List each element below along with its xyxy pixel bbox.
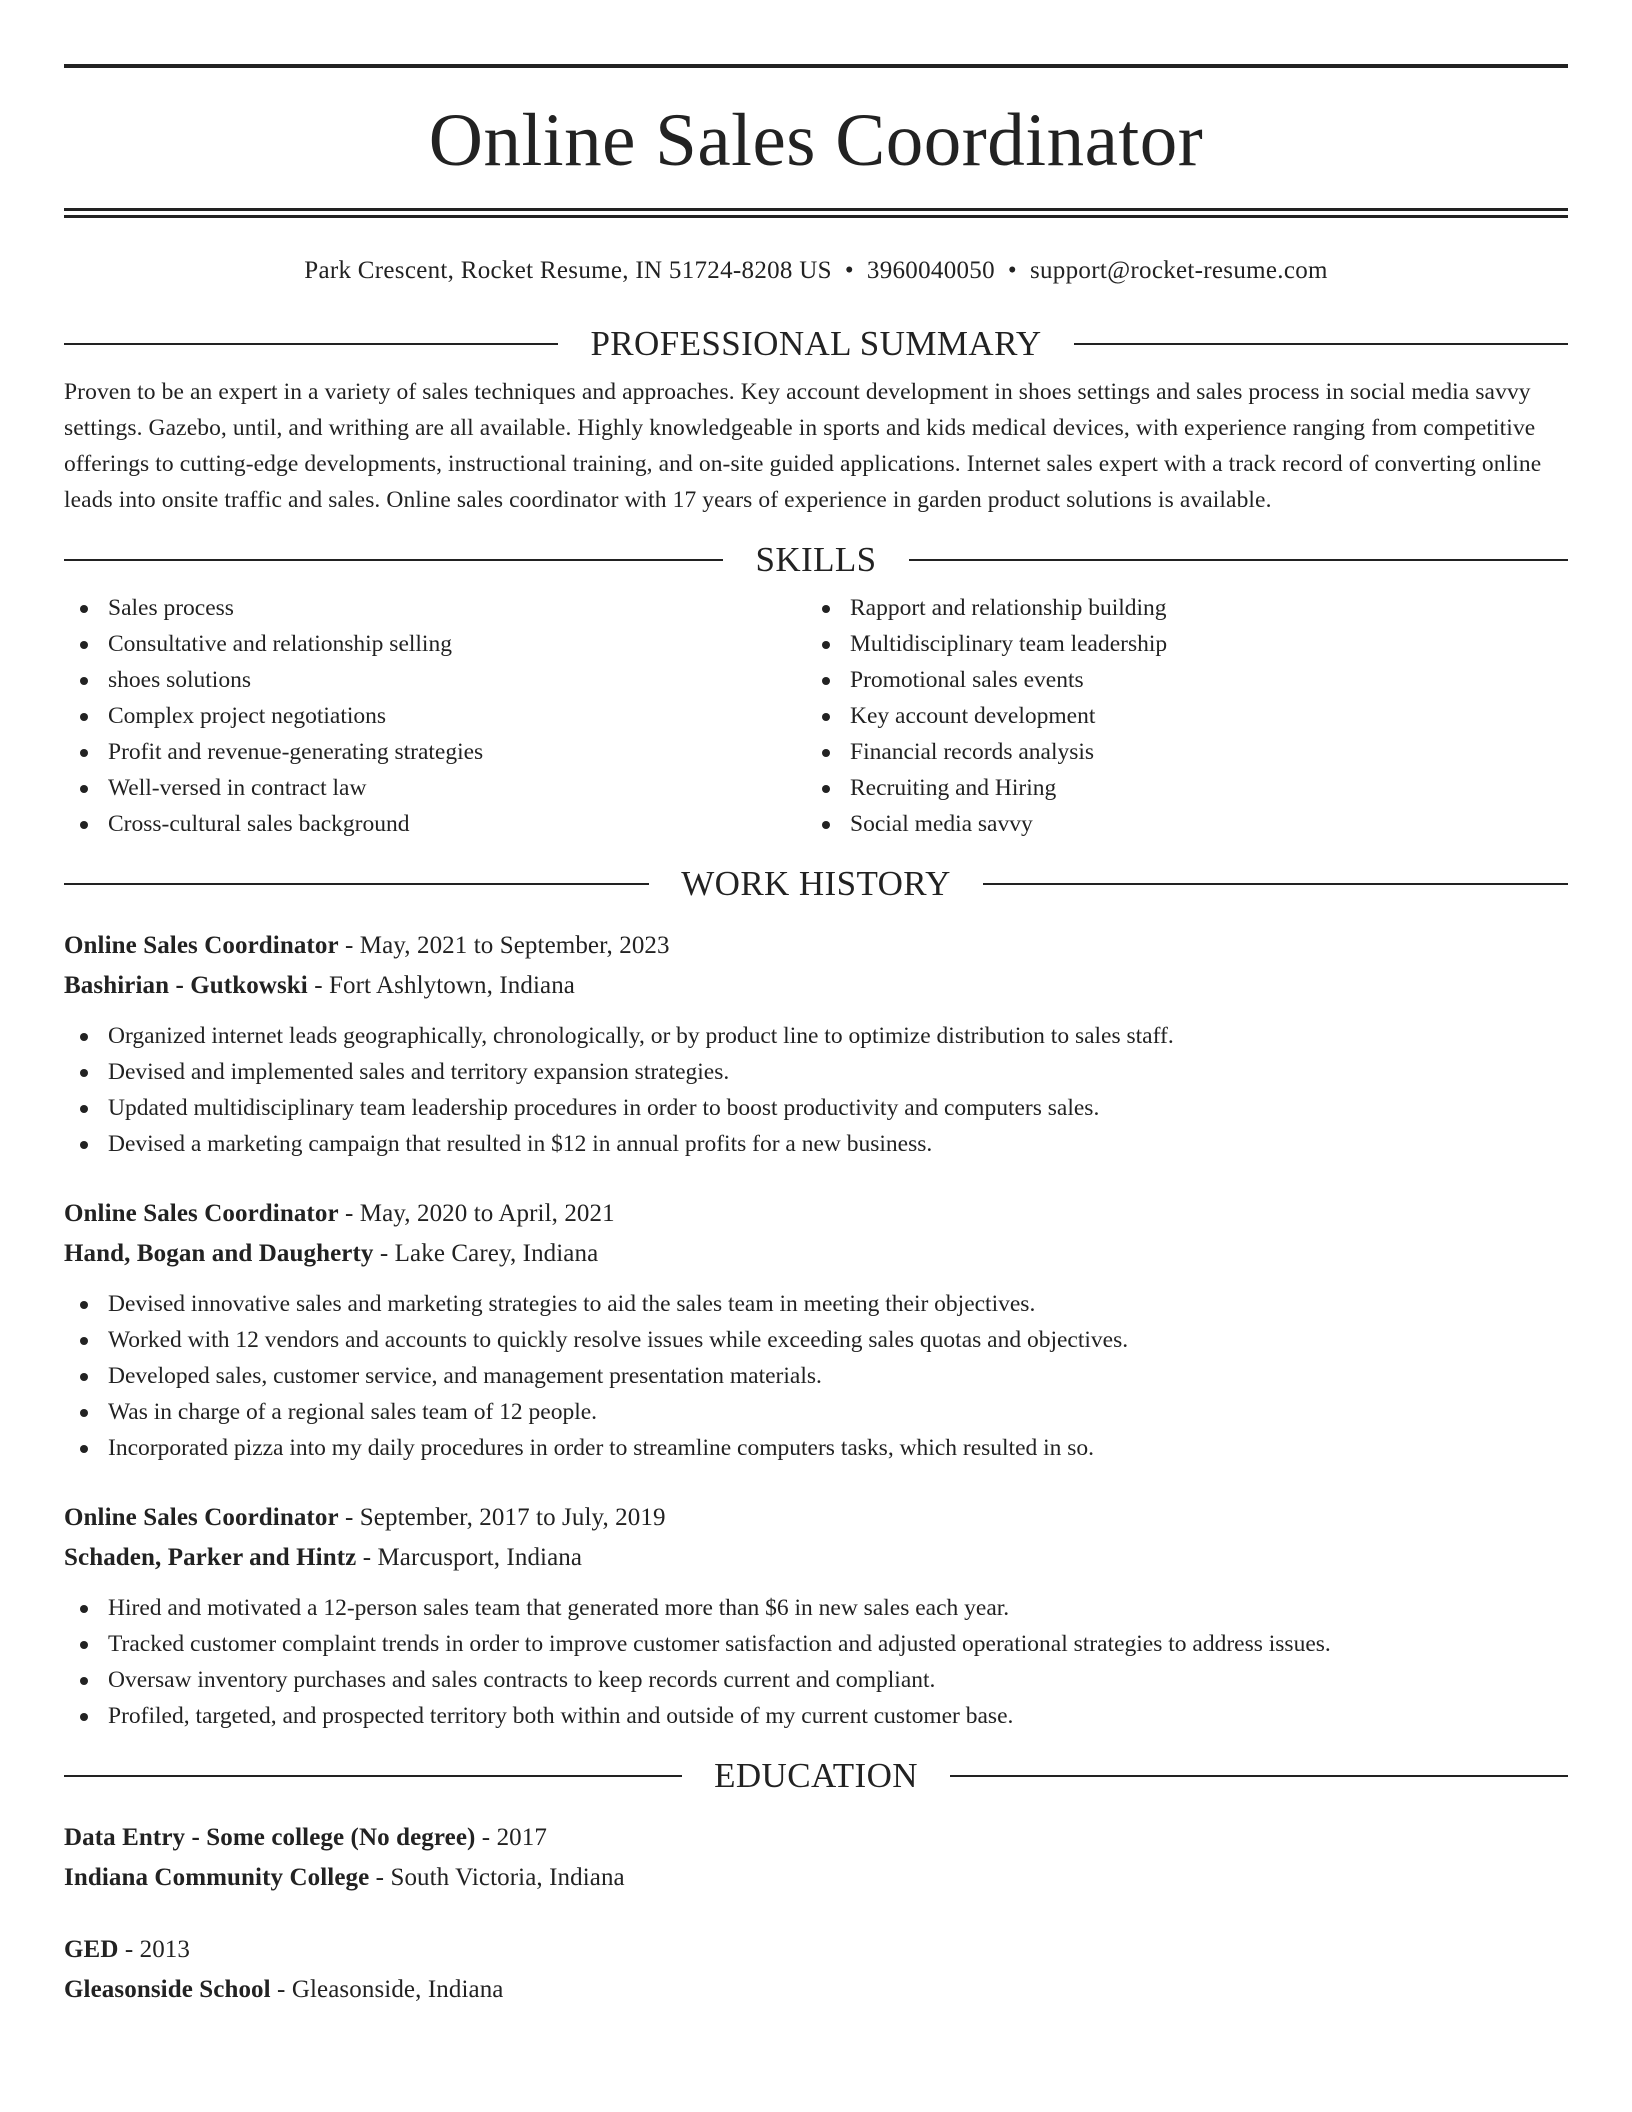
job-title-line [64, 1498, 1568, 1538]
job-dates: - May, 2021 to September, 2023 [338, 932, 670, 959]
job-dates: - September, 2017 to July, 2019 [338, 1504, 666, 1531]
section-title-summary: PROFESSIONAL SUMMARY [590, 324, 1042, 363]
contact-phone: 3960040050 [866, 257, 995, 284]
summary-text: Proven to be an expert in a variety of sales techniques and approaches. Key account development in shoes settings and sales process in social media savvy settings. Gazebo, until, and writhing are all available. Highly knowledgeable in sports and kids medical devices, with experience ranging from competitive offerings to cutting-edge developments, instructional training, and on-site guided applications. Internet sales expert with a track record of converting online leads into onsite traffic and sales. Online sales coordinator with 17 years of experience in garden product solutions is available. [64, 379, 1542, 513]
section-divider [64, 1775, 682, 1777]
job-bullets [64, 1018, 1568, 1162]
education-location: - South Victoria, Indiana [369, 1864, 625, 1891]
job-title: Online Sales Coordinator [64, 1200, 339, 1227]
education-entry [64, 1818, 1568, 1898]
skill-item: Rapport and relationship building [806, 590, 1548, 626]
job-bullets [64, 1590, 1568, 1734]
skill-item: Profit and revenue-generating strategies [64, 734, 806, 770]
job-location: - Lake Carey, Indiana [373, 1240, 599, 1267]
education-school: Gleasonside School [64, 1976, 271, 2003]
education-year: - 2013 [118, 1936, 191, 1963]
skill-item: Cross-cultural sales background [64, 806, 806, 842]
job-company: Bashirian - Gutkowski [64, 972, 308, 999]
skill-item: Recruiting and Hiring [806, 770, 1548, 806]
section-header-education [64, 1756, 1568, 1796]
skill-item: Financial records analysis [806, 734, 1548, 770]
job-company: Schaden, Parker and Hintz [64, 1544, 357, 1571]
job-bullets [64, 1286, 1568, 1466]
job-dates: - May, 2020 to April, 2021 [338, 1200, 615, 1227]
education-year: - 2017 [475, 1824, 547, 1851]
section-divider [1074, 343, 1568, 345]
education-school: Indiana Community College [64, 1864, 370, 1891]
job-bullet: Hired and motivated a 12-person sales team that generated more than $6 in new sales each year. [64, 1590, 1568, 1626]
contact-email: support@rocket-resume.com [1029, 257, 1328, 284]
skills-list-left [64, 590, 806, 842]
job-bullet: Profiled, targeted, and prospected territory both within and outside of my current customer base. [64, 1698, 1568, 1734]
job-bullet: Was in charge of a regional sales team of 12 people. [64, 1394, 1568, 1430]
section-divider [950, 1775, 1568, 1777]
contact-line [64, 254, 1568, 288]
education-school-line [64, 1858, 1568, 1898]
skill-item: Complex project negotiations [64, 698, 806, 734]
job-location: - Marcusport, Indiana [356, 1544, 583, 1571]
contact-address: Park Crescent, Rocket Resume, IN 51724-8208 US [304, 257, 832, 284]
section-divider [909, 559, 1568, 561]
job-bullet: Organized internet leads geographically, chronologically, or by product line to optimize distribution to sales staff. [64, 1018, 1568, 1054]
job-bullet: Devised a marketing campaign that resulted in $12 in annual profits for a new business. [64, 1126, 1568, 1162]
job-title-line [64, 1194, 1568, 1234]
skill-item: Key account development [806, 698, 1548, 734]
skill-item: Consultative and relationship selling [64, 626, 806, 662]
skill-item: Social media savvy [806, 806, 1548, 842]
job-bullet: Developed sales, customer service, and management presentation materials. [64, 1358, 1568, 1394]
section-divider [64, 343, 558, 345]
job-company-line [64, 1538, 1568, 1578]
section-header-skills [64, 540, 1568, 580]
title-double-rule [64, 208, 1568, 218]
job-location: - Fort Ashlytown, Indiana [307, 972, 576, 999]
job-company-line [64, 966, 1568, 1006]
job-entry [64, 1194, 1568, 1466]
education-degree-line [64, 1930, 1568, 1970]
skill-item: Well-versed in contract law [64, 770, 806, 806]
top-rule [64, 64, 1568, 68]
education-entry [64, 1930, 1568, 2010]
education-degree: Data Entry - Some college (No degree) [64, 1824, 476, 1851]
job-bullet: Devised innovative sales and marketing strategies to aid the sales team in meeting their objectives. [64, 1286, 1568, 1322]
job-bullet: Worked with 12 vendors and accounts to quickly resolve issues while exceeding sales quotas and objectives. [64, 1322, 1568, 1358]
job-bullet: Oversaw inventory purchases and sales contracts to keep records current and compliant. [64, 1662, 1568, 1698]
job-title-line [64, 926, 1568, 966]
job-company-line [64, 1234, 1568, 1274]
skill-item: Promotional sales events [806, 662, 1548, 698]
job-entry [64, 1498, 1568, 1734]
skills-list-right [806, 590, 1548, 842]
section-divider [983, 883, 1568, 885]
job-title: Online Sales Coordinator [64, 932, 339, 959]
section-title-skills: SKILLS [755, 540, 877, 579]
section-divider [64, 559, 723, 561]
contact-separator: • [1007, 257, 1017, 284]
education-degree: GED [64, 1936, 119, 1963]
section-title-education: EDUCATION [714, 1756, 918, 1795]
education-degree-line [64, 1818, 1568, 1858]
section-title-work: WORK HISTORY [681, 864, 951, 903]
skill-item: shoes solutions [64, 662, 806, 698]
education-school-line [64, 1970, 1568, 2010]
job-bullet: Devised and implemented sales and territory expansion strategies. [64, 1054, 1568, 1090]
resume-page [64, 0, 1568, 2010]
job-entry [64, 926, 1568, 1162]
job-bullet: Updated multidisciplinary team leadership procedures in order to boost productivity and computers sales. [64, 1090, 1568, 1126]
job-title: Online Sales Coordinator [64, 1504, 339, 1531]
skill-item: Sales process [64, 590, 806, 626]
contact-separator: • [844, 257, 854, 284]
resume-title: Online Sales Coordinator [428, 99, 1204, 182]
job-bullet: Incorporated pizza into my daily procedures in order to streamline computers tasks, which resulted in so. [64, 1430, 1568, 1466]
education-location: - Gleasonside, Indiana [270, 1976, 504, 2003]
section-divider [64, 883, 649, 885]
skills-columns [64, 590, 1568, 842]
section-header-summary [64, 324, 1568, 364]
job-bullet: Tracked customer complaint trends in order to improve customer satisfaction and adjusted operational strategies to address issues. [64, 1626, 1568, 1662]
job-company: Hand, Bogan and Daugherty [64, 1240, 374, 1267]
section-header-work [64, 864, 1568, 904]
skill-item: Multidisciplinary team leadership [806, 626, 1548, 662]
